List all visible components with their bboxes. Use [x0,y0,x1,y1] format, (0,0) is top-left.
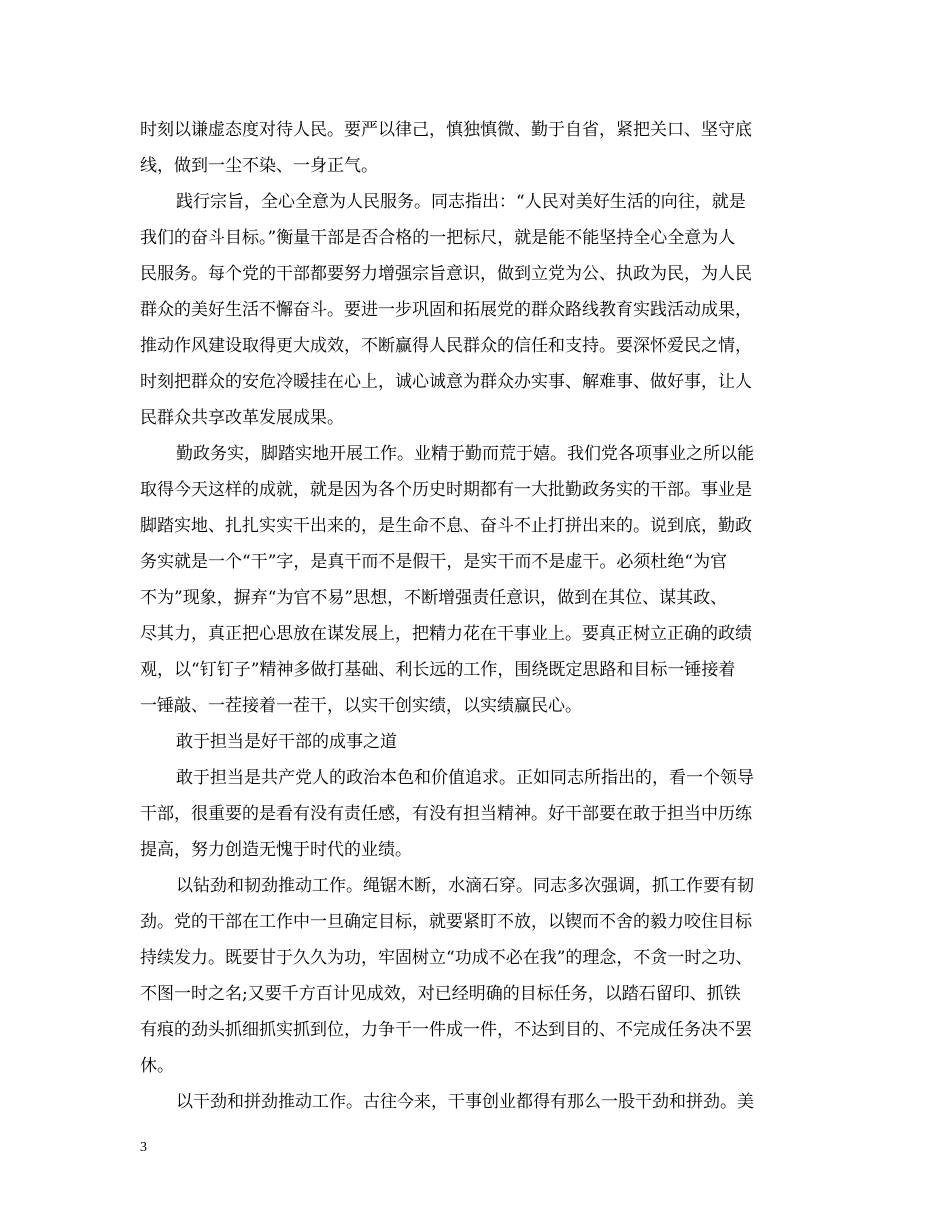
text-line: 有痕的劲头抓细抓实抓到位，力争干一件成一件，不达到目的、不完成任务决不罢 [140,1020,752,1040]
text-line: 务实就是一个“干”字，是真干而不是假干，是实干而不是虚干。必须杜绝“为官 [140,552,728,572]
text-line: 持续发力。既要甘于久久为功，牢固树立“功成不必在我”的理念，不贪一时之功、 [140,948,753,968]
paragraph-start-line: 勤政务实，脚踏实地开展工作。业精于勤而荒于嬉。我们党各项事业之所以能 [176,444,754,464]
paragraph-start-line: 践行宗旨，全心全意为人民服务。同志指出：“人民对美好生活的向往，就是 [176,192,746,212]
text-line: 观，以“钉钉子”精神多做打基础、利长远的工作，围绕既定思路和目标一锤接着 [140,660,736,680]
text-line: 不为”现象，摒弃“为官不易”思想，不断增强责任意识，做到在其位、谋其政、 [140,588,728,608]
paragraph-start-line: 以干劲和拼劲推动工作。古往今来，干事创业都得有那么一股干劲和拼劲。美 [176,1092,754,1112]
text-line: 提高，努力创造无愧于时代的业绩。 [140,840,412,860]
paragraph-start-line: 敢于担当是共产党人的政治本色和价值追求。正如同志所指出的，看一个领导 [176,768,754,788]
text-line: 干部，很重要的是看有没有责任感，有没有担当精神。好干部要在敢于担当中历练 [140,804,752,824]
text-line: 休。 [140,1056,174,1076]
text-line: 时刻把群众的安危冷暖挂在心上，诚心诚意为群众办实事、解难事、做好事，让人 [140,372,752,392]
text-line: 线，做到一尘不染、一身正气。 [140,156,378,176]
text-line: 推动作风建设取得更大成效，不断赢得人民群众的信任和支持。要深怀爱民之情， [140,336,752,356]
section-heading: 敢于担当是好干部的成事之道 [176,732,397,752]
page-number: 3 [140,1140,147,1155]
text-line: 时刻以谦虚态度对待人民。要严以律己，慎独慎微、勤于自省，紧把关口、坚守底 [140,120,752,140]
text-line: 民服务。每个党的干部都要努力增强宗旨意识，做到立党为公、执政为民，为人民 [140,264,752,284]
text-line: 我们的奋斗目标。”衡量干部是否合格的一把标尺，就是能不能坚持全心全意为人 [140,228,736,248]
text-line: 不图一时之名;又要千方百计见成效，对已经明确的目标任务，以踏石留印、抓铁 [140,984,741,1004]
paragraph-start-line: 以钻劲和韧劲推动工作。绳锯木断，水滴石穿。同志多次强调，抓工作要有韧 [176,876,754,896]
text-line: 劲。党的干部在工作中一旦确定目标，就要紧盯不放，以锲而不舍的毅力咬住目标 [140,912,752,932]
text-line: 取得今天这样的成就，就是因为各个历史时期都有一大批勤政务实的干部。事业是 [140,480,752,500]
text-line: 一锤敲、一茬接着一茬干，以实干创实绩，以实绩赢民心。 [140,696,582,716]
text-line: 群众的美好生活不懈奋斗。要进一步巩固和拓展党的群众路线教育实践活动成果， [140,300,752,320]
text-line: 尽其力，真正把心思放在谋发展上，把精力花在干事业上。要真正树立正确的政绩 [140,624,752,644]
text-line: 民群众共享改革发展成果。 [140,408,344,428]
text-line: 脚踏实地、扎扎实实干出来的，是生命不息、奋斗不止打拼出来的。说到底，勤政 [140,516,752,536]
